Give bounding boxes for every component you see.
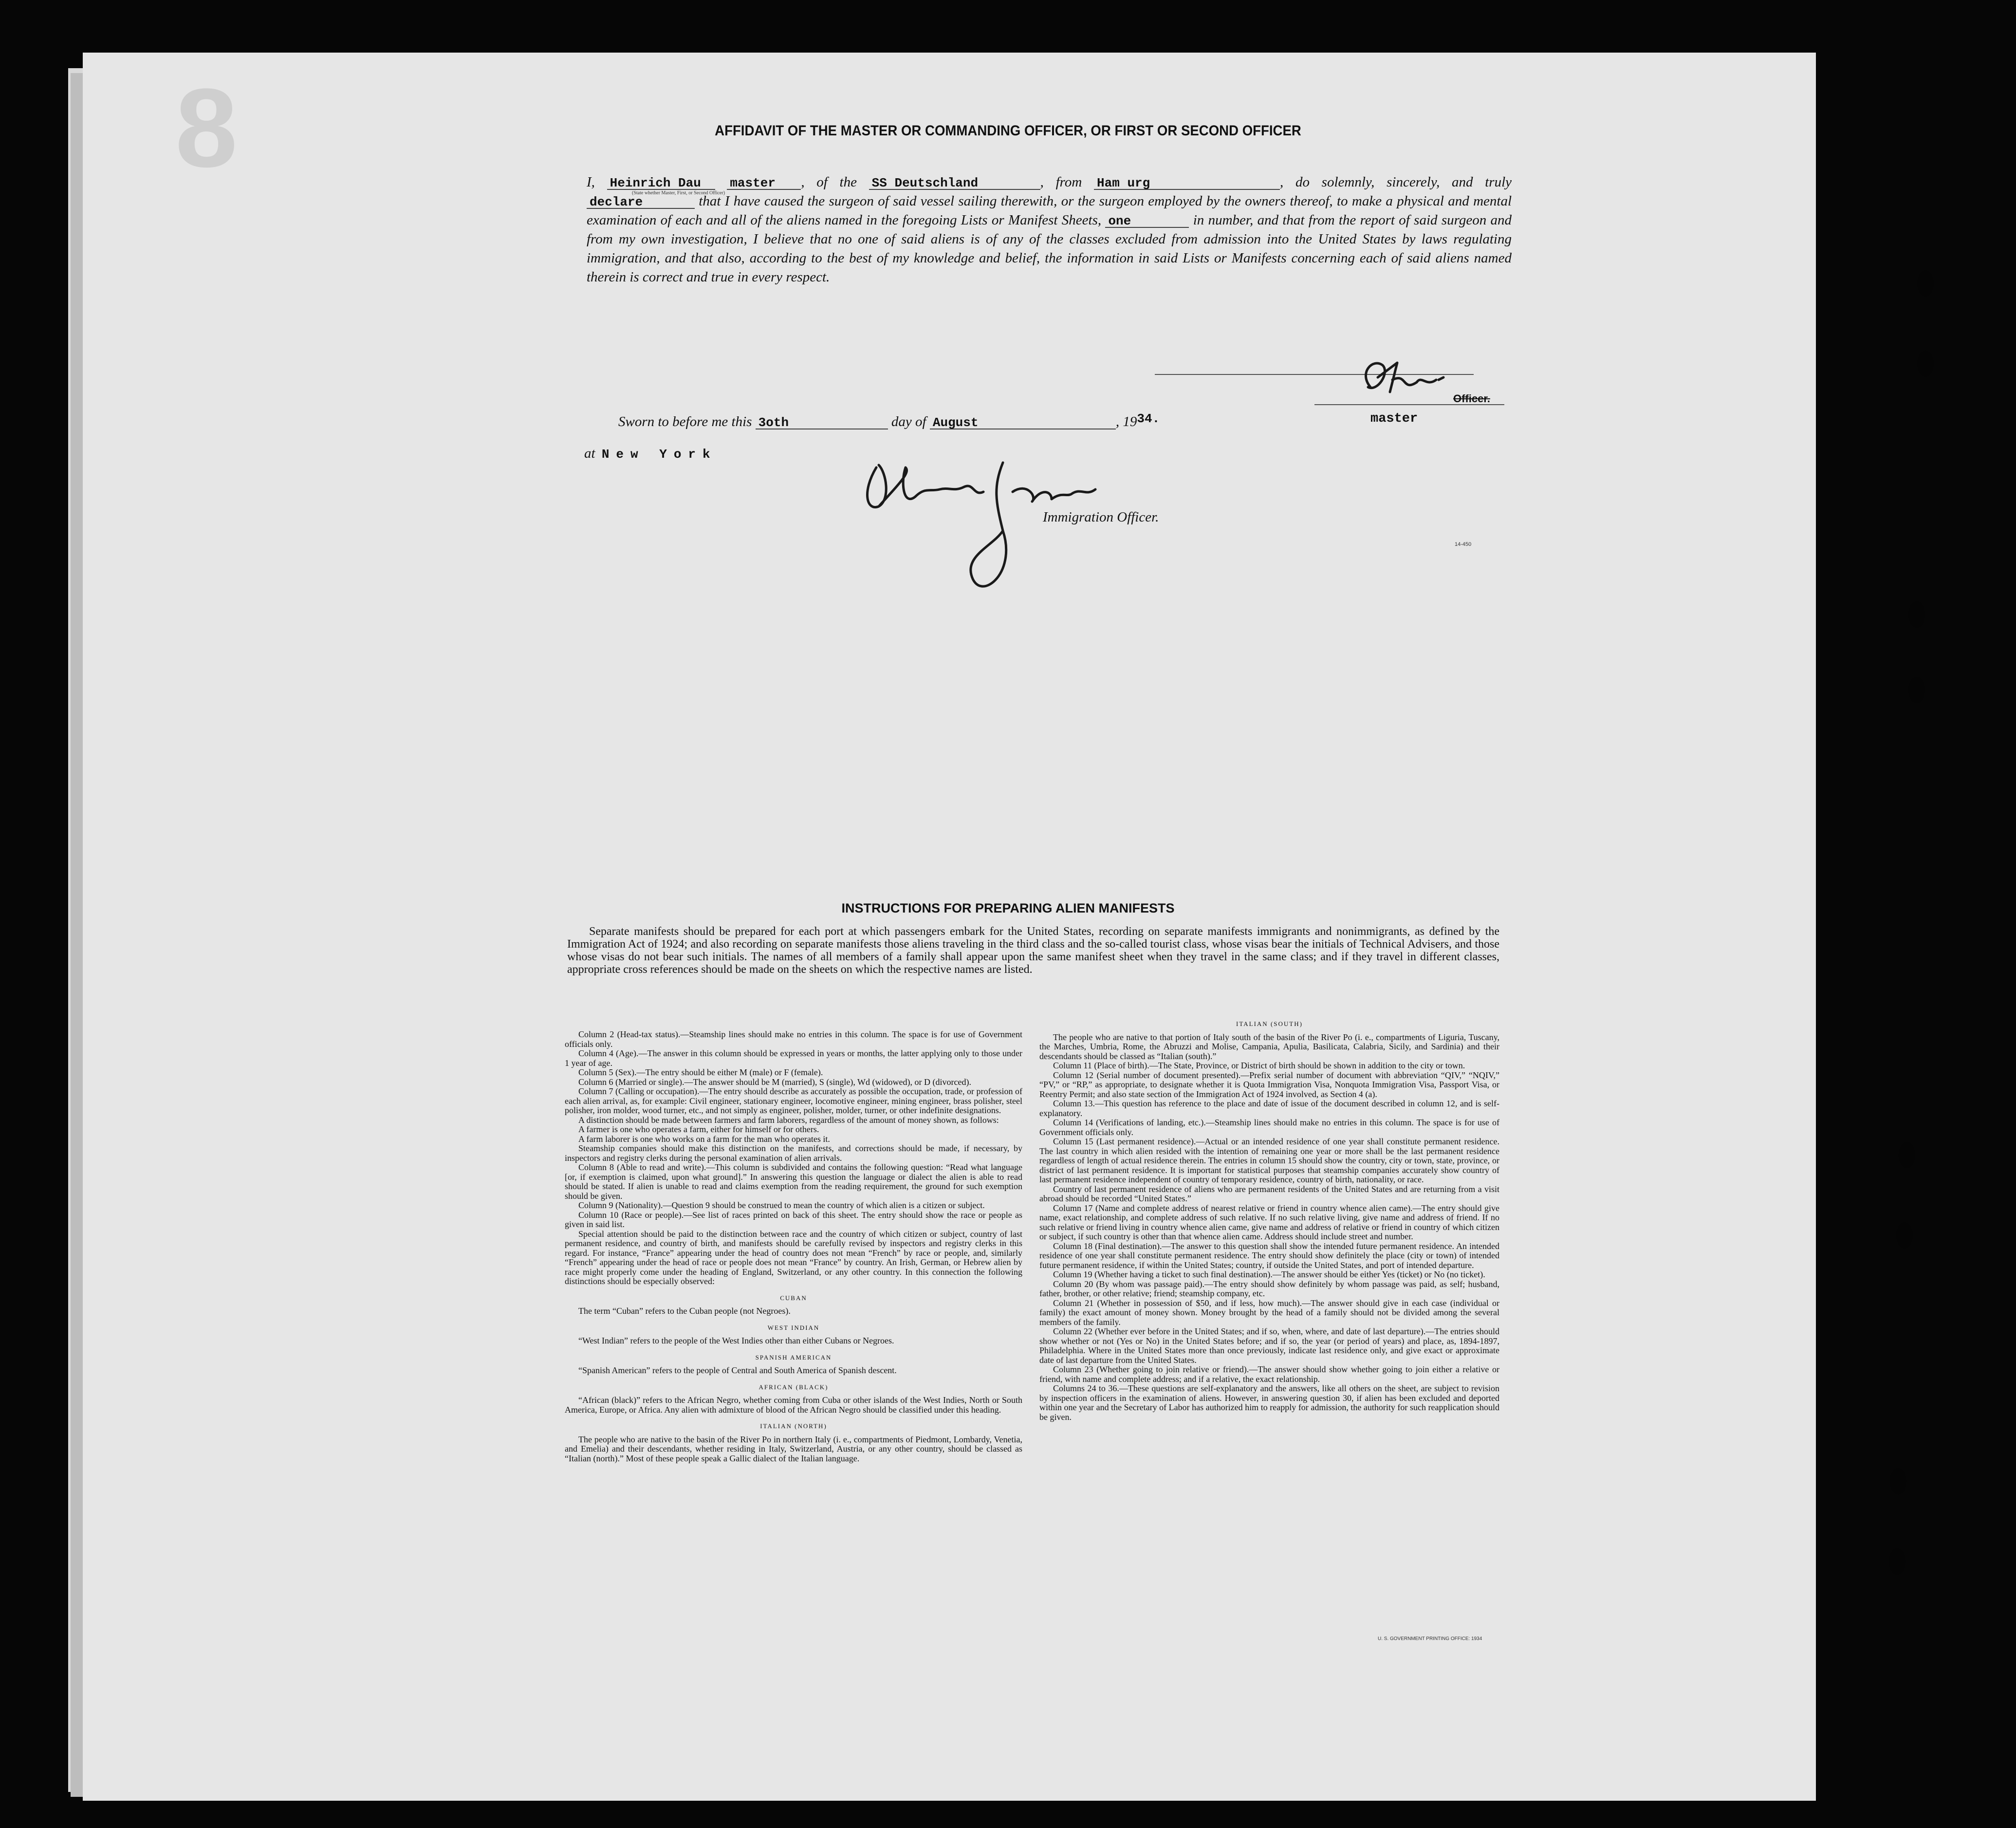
- instruction-paragraph: Column 10 (Race or people).—See list of races printed on back of this sheet. The entry should show the race or people as given in said list.: [565, 1210, 1022, 1229]
- binder-hole: [1917, 351, 1934, 377]
- instruction-paragraph: Column 20 (By whom was passage paid).—The entry should show definitely by whom passage was paid, as self; husband, father, brother, or other relative; friend; steamship company, etc.: [1039, 1279, 1499, 1298]
- form-number: 14-450: [1455, 541, 1472, 547]
- sworn-line: Sworn to before me this 3oth day of August , 1934.: [618, 411, 1160, 430]
- instruction-paragraph: Column 11 (Place of birth).—The State, Province, or District of birth should be shown in addition to the city or town.: [1053, 1061, 1465, 1070]
- instruction-paragraph: Column 19 (Whether having a ticket to such final destination).—The answer should be either Yes (ticket) or No (no ticket).: [1053, 1269, 1485, 1279]
- binder-hole: [1899, 1142, 1915, 1168]
- sworn-year: 34.: [1137, 411, 1160, 426]
- officer-rank: master: [727, 177, 801, 190]
- instruction-paragraph: Column 6 (Married or single).—The answer should be M (married), S (single), Wd (widowed), or D (divorced).: [578, 1077, 971, 1087]
- instruction-paragraph: Column 12 (Serial number of document presented).—Prefix serial number of document with abbreviation “QIV,” “NQIV,” “PV,” or “RP,” as appropriate, to designate whether it is Quota Immigration Visa, Nonquota Immigration Visa, Passport Visa, or Reentry Permit; and also state section of the Immigration Act of 1924 involved, as Section 4 (a).: [1039, 1070, 1499, 1099]
- sworn-place-line: at New York: [584, 446, 751, 462]
- instruction-paragraph: The people who are native to the basin of the River Po in northern Italy (i. e., compartments of Piedmont, Lombardy, Venetia, and Emelia) and their descendants, whether residing in Italy, Switzerland, Austria, or any other country, should be classed as “Italian (north).” Most of these people speak a Gallic dialect of the Italian language.: [565, 1434, 1022, 1463]
- sworn-month: August: [930, 417, 1116, 429]
- alien-count: one: [1105, 215, 1189, 228]
- instruction-paragraph: A farm laborer is one who works on a farm for the man who operates it.: [578, 1134, 830, 1144]
- instruction-paragraph: “West Indian” refers to the people of the West Indies other than either Cubans or Negroes.: [578, 1336, 894, 1345]
- rank-note: (State whether Master, First, or Second Officer): [632, 190, 725, 196]
- instructions-title: INSTRUCTIONS FOR PREPARING ALIEN MANIFESTS: [841, 901, 1175, 915]
- instruction-paragraph: Columns 24 to 36.—These questions are self-explanatory and the answers, like all others on the sheet, are subject to revision by inspection officers in the examination of aliens. However, in answering question 30, if alien has been excluded and deported within one year and the Secretary of Labor has authorized him to reapply for admission, the authority for such reapplication should be given.: [1039, 1383, 1499, 1422]
- instruction-paragraph: Column 2 (Head-tax status).—Steamship lines should make no entries in this column. The space is for use of Government officials only.: [565, 1029, 1022, 1049]
- oath-word: declare: [587, 196, 695, 209]
- instruction-paragraph: The term “Cuban” refers to the Cuban people (not Negroes).: [578, 1306, 791, 1316]
- instruction-paragraph: The people who are native to that portion of Italy south of the basin of the River Po (i. e., compartments of Liguria, Tuscany, the Marches, Umbria, Rome, the Abruzzi and Molise, Campania, Apulia, Basilicata, Calabria, Sicily, and Sardinia) and their descendants should be classed as “Italian (south).”: [1039, 1032, 1499, 1061]
- sworn-place: New York: [601, 447, 717, 462]
- signer-rank: master: [1370, 411, 1418, 426]
- section-heading-cuban: CUBAN: [780, 1294, 807, 1302]
- instructions-right-column: [1039, 1019, 1499, 1422]
- instruction-paragraph: Column 22 (Whether ever before in the United States; and if so, when, where, and date of last departure).—The entries should show whether or not (Yes or No) in the United States before; and if so, the year (or period of years) and place, as, 1894-1897, Philadelphia. Where in the United States more than once previously, indicate last residence only, and give exact or approximate date of last departure from the United States.: [1039, 1326, 1499, 1365]
- immigration-officer-label: Immigration Officer.: [1043, 509, 1159, 525]
- officer-struck: Officer.: [1453, 392, 1490, 405]
- master-name: Heinrich Dau: [607, 177, 715, 190]
- instruction-paragraph: Country of last permanent residence of aliens who are permanent residents of the United States and are returning from a visit abroad should be recorded “United States.”: [1039, 1184, 1499, 1203]
- instruction-paragraph: Steamship companies should make this distinction on the manifests, and corrections should be made, if necessary, by inspectors and registry clerks during the personal examination of alien arrivals.: [565, 1143, 1022, 1163]
- instruction-paragraph: Column 17 (Name and complete address of nearest relative or friend in country whence alien came).—The entry should give name, exact relationship, and complete address of such relative. If no such relative living, give name and address of friend. If no such relative or friend living in country whence alien came, give name and address of relative or friend in country of which citizen or subject, if such country is other than that whence alien came. Address should include street and number.: [1039, 1203, 1499, 1241]
- instruction-paragraph: Column 23 (Whether going to join relative or friend).—The answer should show whether going to join either a relative or friend, with name and complete address; and if a relative, the exact relationship.: [1039, 1364, 1499, 1384]
- departure-port: Ham urg: [1094, 177, 1280, 190]
- binder-hole: [1896, 1222, 1913, 1249]
- section-heading-italian-north: ITALIAN (NORTH): [760, 1422, 827, 1430]
- sworn-day: 3oth: [756, 417, 888, 429]
- binder-hole: [1908, 677, 1925, 703]
- instruction-paragraph: Column 7 (Calling or occupation).—The entry should describe as accurately as possible the occupation, trade, or profession of each alien arrival, as, for example: Civil engineer, stationary engineer, locomotive engineer, mining engineer, brass polisher, steel polisher, iron molder, wood turner, etc., and not simply as engineer, polisher, molder, turner, or other indefinite designations.: [565, 1086, 1022, 1115]
- vessel-name: SS Deutschland: [869, 177, 1040, 190]
- section-heading-italian-south: ITALIAN (SOUTH): [1236, 1020, 1303, 1027]
- master-signature: [1344, 353, 1470, 407]
- instruction-paragraph: Column 15 (Last permanent residence).—Actual or an intended residence of one year shall constitute permanent residence. The last country in which alien resided with the intention of remaining one year or more shall be the last permanent residence regardless of length of actual residence therein. The entries in column 15 should show the country, city or town, state, province, or district of last permanent residence. It is important for statistical purposes that steamship companies accurately show country of last permanent residence independent of country of temporary residence, country of birth, nationality, or race.: [1039, 1137, 1499, 1184]
- section-heading-west-indian: WEST INDIAN: [767, 1324, 820, 1331]
- instruction-paragraph: “African (black)” refers to the African Negro, whether coming from Cuba or other islands of the West Indies, North or South America, Europe, or Africa. Any alien with admixture of blood of the African Negro should be classified under this heading.: [565, 1395, 1022, 1415]
- instruction-paragraph: Column 21 (Whether in possession of $50, and if less, how much).—The answer should give in each case (individual or family) the exact amount of money shown. Money brought by the head of a family should not be divided among the several members of the family.: [1039, 1298, 1499, 1327]
- instruction-paragraph: Column 14 (Verifications of landing, etc.).—Steamship lines should make no entries in this column. The space is for use of Government officials only.: [1039, 1118, 1499, 1137]
- instruction-paragraph: A distinction should be made between farmers and farm laborers, regardless of the amount of money shown, as follows:: [578, 1115, 999, 1125]
- section-heading-african: AFRICAN (BLACK): [758, 1383, 829, 1391]
- instruction-paragraph: Column 9 (Nationality).—Question 9 should be construed to mean the country of which alien is a citizen or subject.: [578, 1200, 985, 1210]
- instruction-paragraph: Column 8 (Able to read and write).—This column is subdivided and contains the following question: “Read what language [or, if exemption is claimed, upon what ground].” In answering this question the language or dialect the alien is able to read should be stated. If alien is unable to read and claims exemption from the reading requirement, the ground for such exemption should be given.: [565, 1162, 1022, 1201]
- binder-hole: [1889, 1548, 1905, 1575]
- affidavit-body: I, Heinrich Dau master , of the SS Deutschland , from Ham urg , do solemnly, sincerely, and truly declare that I have caused the surgeon of said vessel sailing therewith, or the surgeon employed by the owners thereof, to make a physical and mental examination of each and all of the aliens named in the foregoing Lists or Manifest Sheets, one in number, and that from the report of said surgeon and from my own investigation, I believe that no one of said aliens is of any of the classes excluded from admission into the United States by laws regulating immigration, and that also, according to the best of my knowledge and belief, the information in said Lists or Manifests concerning each of said aliens named therein is correct and true in every respect.: [587, 174, 1512, 285]
- immigration-officer-signature: [857, 453, 1110, 623]
- instructions-intro: Separate manifests should be prepared for each port at which passengers embark for the United States, recording on separate manifests immigrants and nonimmigrants, as defined by the Immigration Act of 1924; and also recording on separate manifests those aliens traveling in the third class and the so-called tourist class, whose visas bear the initials of Technical Advisers, and those whose visas do not bear such initials. The names of all members of a family shall appear upon the same manifest sheet when they travel in the same class; and if they travel in different classes, appropriate cross references should be made on the sheets on which the respective names are listed.: [567, 925, 1499, 976]
- instruction-paragraph: Column 13.—This question has reference to the place and date of issue of the document described in column 12, and is self-explanatory.: [1039, 1099, 1499, 1118]
- printer-imprint: U. S. GOVERNMENT PRINTING OFFICE: 1934: [1378, 1636, 1482, 1641]
- instruction-paragraph: Column 4 (Age).—The answer in this column should be expressed in years or months, the latter applying only to those under 1 year of age.: [565, 1048, 1022, 1068]
- binder-hole: [1917, 270, 1934, 297]
- section-heading-spanish-american: SPANISH AMERICAN: [755, 1353, 832, 1361]
- binder-hole: [1890, 1468, 1906, 1494]
- instruction-paragraph: Column 18 (Final destination).—The answer to this question shall show the intended future permanent residence. An intended residence of one year shall constitute permanent residence. The entry should show definitely the place (city or town) of intended future permanent residence, if within the United States; country, if outside the United States, and port of intended departure.: [1039, 1241, 1499, 1270]
- instruction-paragraph: A farmer is one who operates a farm, either for himself or for others.: [578, 1124, 819, 1134]
- instruction-paragraph: “Spanish American” refers to the people of Central and South America of Spanish descent.: [578, 1365, 897, 1375]
- instructions-left-column: [565, 1030, 1022, 1463]
- binder-hole: [1908, 601, 1925, 628]
- bleed-through-mark: 8: [175, 65, 238, 190]
- instruction-paragraph: Column 5 (Sex).—The entry should be either M (male) or F (female).: [578, 1067, 823, 1077]
- instruction-paragraph: Special attention should be paid to the distinction between race and the country of which citizen or subject, country of last permanent residence, and country of birth, and manifests should be carefully revised by inspectors and registry clerks in this regard. For instance, “France” appearing under the head of country does not mean “French” by race or people, and, similarly “French” appearing under the head of race or people does not mean “France” by country. An Irish, German, or Hebrew alien by race might properly come under the heading of England, Switzerland, or any other country. In this connection the following distinctions should be especially observed:: [565, 1229, 1022, 1286]
- affidavit-title: AFFIDAVIT OF THE MASTER OR COMMANDING OFFICER, OR FIRST OR SECOND OFFICER: [715, 123, 1301, 139]
